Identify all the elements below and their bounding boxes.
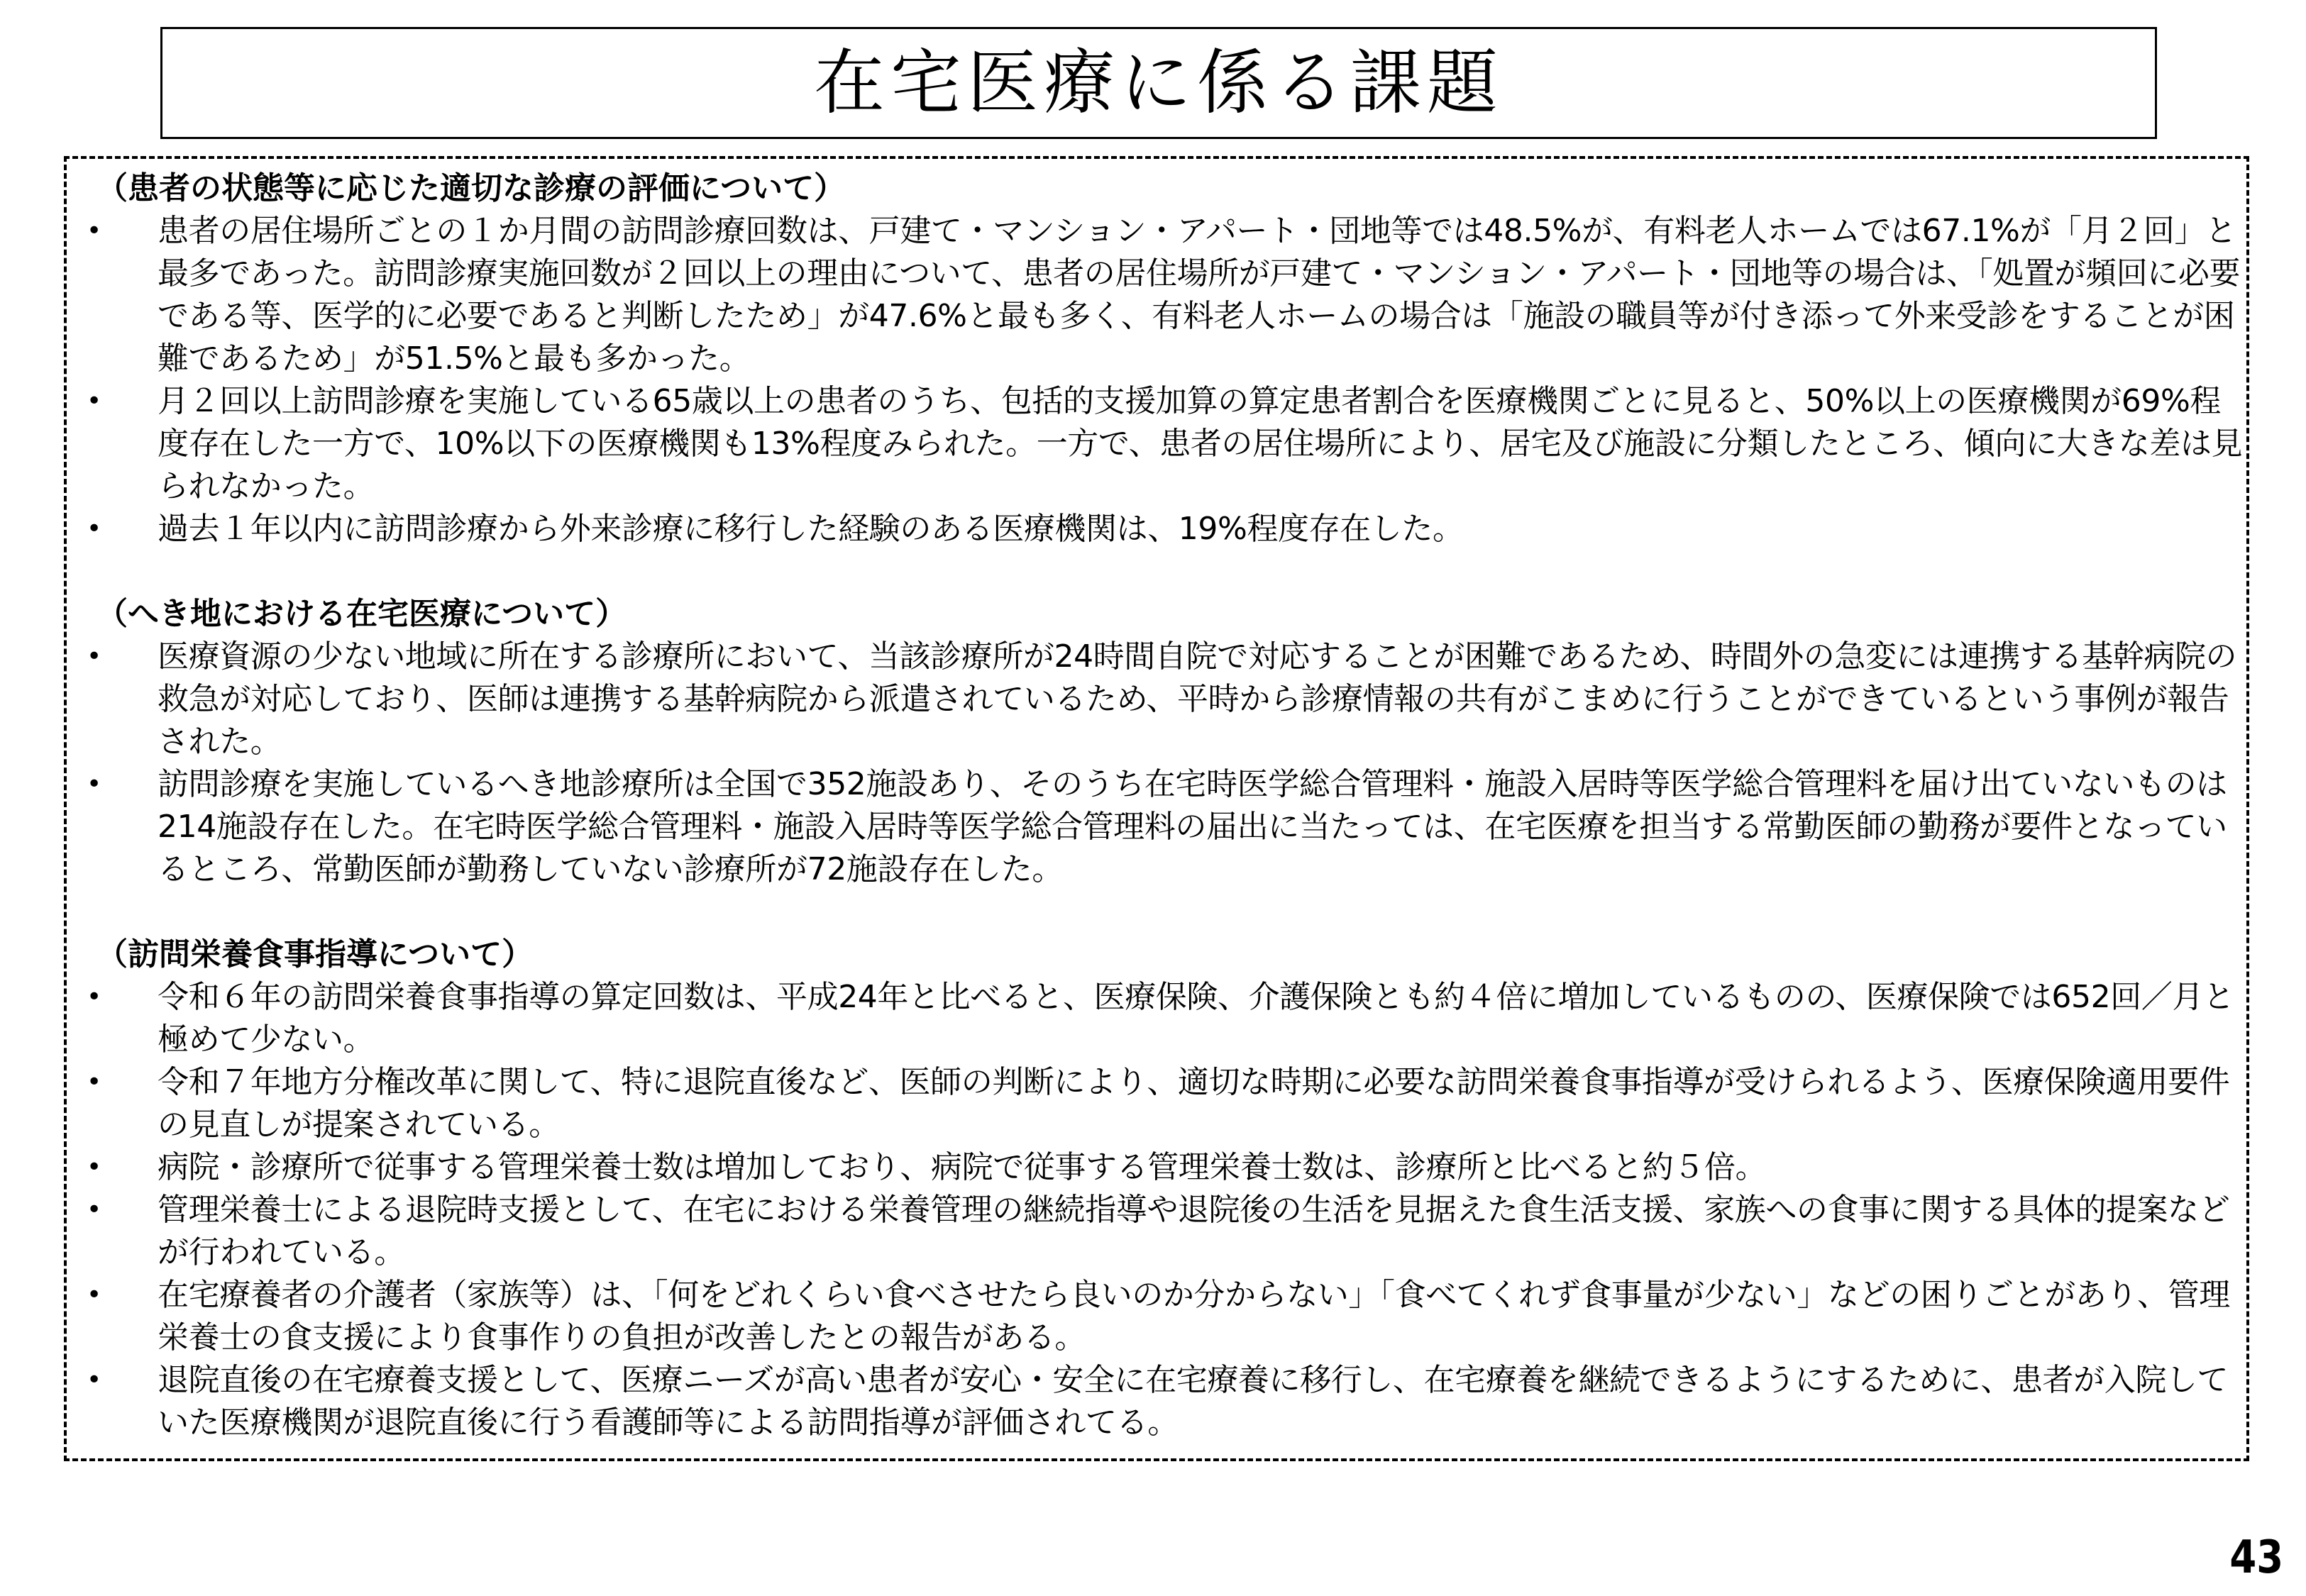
page-number: 43 <box>2229 1531 2283 1584</box>
list-item: 退院直後の在宅療養支援として、医療ニーズが高い患者が安心・安全に在宅療養に移行し、在宅療養を継続できるようにするために、患者が入院していた医療機関が退院直後に行う看護師等による訪問指導が評価されてる。 <box>158 1362 2229 1441</box>
bullet: • <box>87 1365 102 1395</box>
list-item: 過去１年以内に訪問診療から外来診療に移行した経験のある医療機関は、19%程度存在した。 <box>158 511 1464 547</box>
bullet: • <box>87 514 102 543</box>
list-item: 医療資源の少ない地域に所在する診療所において、当該診療所が24時間自院で対応することが困難であるため、時間外の急変には連携する基幹病院の救急が対応しており、医師は連携する基幹病院から派遣されているため、平時から診療情報の共有がこまめに行うことができているという事例が報告された。 <box>158 638 2237 760</box>
bullet: • <box>87 216 102 245</box>
bullet: • <box>87 770 102 799</box>
list-item: 令和６年の訪問栄養食事指導の算定回数は、平成24年と比べると、医療保険、介護保険とも約４倍に増加しているものの、医療保険では652回／月と極めて少ない。 <box>158 979 2234 1058</box>
page-title: 在宅医療に係る課題 <box>814 41 1504 124</box>
section-heading: （訪問栄養食事指導について） <box>96 936 534 972</box>
list-item: 月２回以上訪問診療を実施している65歳以上の患者のうち、包括的支援加算の算定患者割合を医療機関ごとに見ると、50%以上の医療機関が69%程度存在した一方で、10%以下の医療機関も13%程度みられた。一方で、患者の居住場所により、居宅及び施設に分類したところ、傾向に大きな差は見られなかった。 <box>158 383 2243 504</box>
content-box <box>64 156 2249 1461</box>
list-item: 病院・診療所で従事する管理栄養士数は増加しており、病院で従事する管理栄養士数は、診療所と比べると約５倍。 <box>158 1149 1767 1185</box>
bullet: • <box>87 1195 102 1224</box>
title-box <box>160 27 2157 139</box>
list-item: 在宅療養者の介護者（家族等）は、「何をどれくらい食べさせたら良いのか分からない」「食べてくれず食事量が少ない」などの困りごとがあり、管理栄養士の食支援により食事作りの負担が改善したとの報告がある。 <box>158 1277 2230 1356</box>
bullet: • <box>87 1153 102 1182</box>
list-item: 患者の居住場所ごとの１か月間の訪問診療回数は、戸建て・マンション・アパート・団地等では48.5%が、有料老人ホームでは67.1%が「月２回」と最多であった。訪問診療実施回数が２回以上の理由について、患者の居住場所が戸建て・マンション・アパート・団地等の場合は、「処置が頻回に必要である等、医学的に必要であると判断したため」が47.6%と最も多く、有料老人ホームの場合は「施設の職員等が付き添って外来受診をすることが困難であるため」が51.5%と最も多かった。 <box>158 213 2241 377</box>
bullet: • <box>87 982 102 1012</box>
section-heading: （へき地における在宅医療について） <box>96 596 627 632</box>
list-item: 令和７年地方分権改革に関して、特に退院直後など、医師の判断により、適切な時期に必要な訪問栄養食事指導が受けられるよう、医療保険適用要件の見直しが提案されている。 <box>158 1064 2230 1143</box>
bullet: • <box>87 1280 102 1309</box>
bullet: • <box>87 387 102 416</box>
bullet: • <box>87 642 102 671</box>
bullet: • <box>87 1068 102 1097</box>
list-item: 訪問診療を実施しているへき地診療所は全国で352施設あり、そのうち在宅時医学総合管理料・施設入居時等医学総合管理料を届け出ていないものは214施設存在した。在宅時医学総合管理料・施設入居時等医学総合管理料の届出に当たっては、在宅医療を担当する常勤医師の勤務が要件となっているところ、常勤医師が勤務していない診療所が72施設存在した。 <box>158 766 2227 887</box>
list-item: 管理栄養士による退院時支援として、在宅における栄養管理の継続指導や退院後の生活を見据えた食生活支援、家族への食事に関する具体的提案などが行われている。 <box>158 1192 2230 1270</box>
section-heading: （患者の状態等に応じた適切な診療の評価について） <box>96 170 846 206</box>
